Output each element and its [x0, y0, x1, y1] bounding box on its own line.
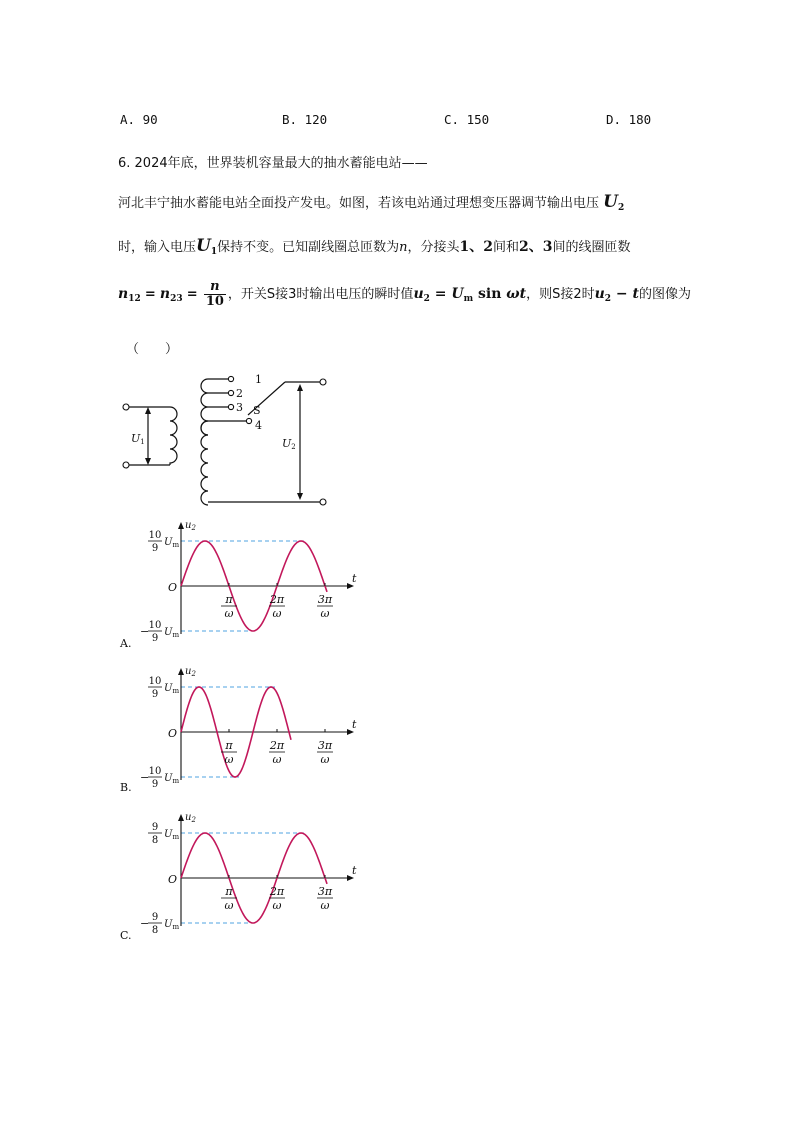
y-max-label	[148, 822, 179, 846]
x-axis-label: t	[352, 718, 357, 731]
svg-text:9: 9	[151, 633, 159, 642]
svg-text:10: 10	[148, 620, 162, 631]
prev-option-c: C. 150	[444, 112, 490, 127]
fraction-n-over-10: $\frac{n}{10}$	[205, 279, 224, 309]
svg-text:3π: 3π	[317, 885, 333, 898]
y-min-label	[140, 620, 179, 642]
question-line-1: 6. 2024年底，世界装机容量最大的抽水蓄能电站——	[118, 156, 428, 171]
y-max-label	[148, 530, 179, 554]
x-tick-label-3	[317, 593, 333, 620]
svg-text:2π: 2π	[269, 885, 285, 898]
origin-label: O	[168, 727, 178, 740]
svg-text:ω: ω	[224, 899, 234, 912]
svg-text:π: π	[225, 593, 233, 606]
y-axis-label: $u_2$	[185, 812, 196, 824]
prev-option-d: D. 180	[606, 112, 652, 127]
svg-text:10: 10	[148, 530, 162, 541]
x-tick-label-3	[317, 885, 333, 912]
switch-s-label: S	[253, 404, 261, 417]
svg-text:10: 10	[148, 766, 162, 777]
option-a-graph	[0, 516, 380, 642]
y-min-label	[140, 912, 179, 934]
svg-text:−: −	[140, 625, 150, 638]
svg-text:ω: ω	[320, 899, 330, 912]
option-a-graph-wrap[interactable]	[0, 516, 380, 646]
svg-text:Um: $U_m$	[164, 773, 180, 785]
origin-label: O	[168, 873, 178, 886]
question-text: 河北丰宁抽水蓄能电站全面投产发电。如图，若该电站通过理想变压器调节输出电压	[118, 196, 600, 211]
option-c-graph	[0, 808, 380, 934]
y-axis-label: $u_2$	[185, 666, 196, 678]
math-u2-t: $u_2 - t$	[594, 286, 639, 304]
svg-text:Um: $U_m$	[164, 829, 180, 841]
y-min-label	[140, 766, 179, 788]
svg-text:ω: ω	[320, 607, 330, 620]
y-max-label	[148, 676, 179, 700]
tap-4-label: 4	[255, 419, 262, 432]
math-u2-formula: $u_2 = U_m$ sin ωt	[413, 286, 527, 304]
svg-text:Um: $U_m$	[164, 627, 180, 639]
svg-text:ω: ω	[272, 899, 282, 912]
svg-text:ω: ω	[272, 607, 282, 620]
x-tick-label-1	[221, 885, 237, 912]
svg-text:π: π	[225, 885, 233, 898]
svg-text:Um: $U_m$	[164, 919, 180, 931]
x-tick-label-2	[269, 885, 285, 912]
u2-label: U2	[282, 437, 296, 451]
y-axis-arrow	[178, 814, 184, 821]
math-n23: $n_{23}$	[159, 286, 183, 304]
y-axis-label: $u_2$	[185, 520, 196, 532]
svg-text:9: 9	[151, 822, 159, 833]
option-b-graph	[0, 662, 380, 788]
y-axis-arrow	[178, 668, 184, 675]
y-axis-arrow	[178, 522, 184, 529]
svg-text:−: −	[140, 917, 150, 930]
u1-label: U1	[131, 432, 145, 446]
math-u1: $U_1$	[196, 236, 218, 257]
x-tick-label-1	[221, 593, 237, 620]
x-axis-label: t	[352, 572, 357, 585]
svg-text:9: 9	[151, 912, 159, 923]
question-line-2	[118, 192, 624, 213]
svg-text:ω: ω	[224, 753, 234, 766]
svg-text:3π: 3π	[317, 593, 333, 606]
tap-3-label: 3	[236, 401, 243, 414]
option-c-label[interactable]: C.	[120, 929, 132, 942]
svg-text:8: 8	[151, 925, 159, 934]
option-b-label[interactable]: B.	[120, 781, 132, 794]
svg-text:9: 9	[151, 779, 159, 788]
x-tick-label-1	[221, 739, 237, 766]
svg-text:2π: 2π	[269, 739, 285, 752]
tap-1-label: 1	[255, 373, 262, 386]
prev-option-a: A. 90	[120, 112, 158, 127]
svg-text:ω: ω	[320, 753, 330, 766]
svg-text:ω: ω	[224, 607, 234, 620]
svg-text:9: 9	[151, 543, 159, 554]
transformer-diagram	[110, 365, 350, 510]
question-line-3: 时，输入电压$U_1$保持不变。已知副线圈总匝数为n，分接头1、2间和2、3间的线圈匝数	[118, 236, 631, 257]
option-c-graph-wrap[interactable]	[0, 808, 380, 938]
question-line-4: $n_{12} = n_{23}$ = $\frac{n}{10}$ ，开关S接3时输出电压的瞬时值$u_2 = U_m$ sin ωt，则S接2时$u_2 - t$的图像为	[118, 279, 692, 309]
svg-text:2π: 2π	[269, 593, 285, 606]
x-tick-label-2	[269, 739, 285, 766]
svg-text:Um: $U_m$	[164, 683, 180, 695]
tap-2-label: 2	[236, 387, 243, 400]
svg-text:9: 9	[151, 689, 159, 700]
x-tick-label-3	[317, 739, 333, 766]
svg-text:π: π	[225, 739, 233, 752]
svg-text:8: 8	[151, 835, 159, 846]
math-u2: $U_2$	[603, 192, 625, 213]
svg-text:−: −	[140, 771, 150, 784]
x-axis-label: t	[352, 864, 357, 877]
answer-paren: （ ）	[126, 342, 179, 357]
x-tick-label-2	[269, 593, 285, 620]
svg-text:Um: $U_m$	[164, 537, 180, 549]
svg-text:10: 10	[148, 676, 162, 687]
prev-option-b: B. 120	[282, 112, 328, 127]
svg-text:ω: ω	[272, 753, 282, 766]
option-a-label[interactable]: A.	[120, 637, 132, 650]
option-b-graph-wrap[interactable]	[0, 662, 380, 792]
math-n12: $n_{12}$	[118, 286, 141, 304]
svg-text:3π: 3π	[317, 739, 333, 752]
origin-label: O	[168, 581, 178, 594]
